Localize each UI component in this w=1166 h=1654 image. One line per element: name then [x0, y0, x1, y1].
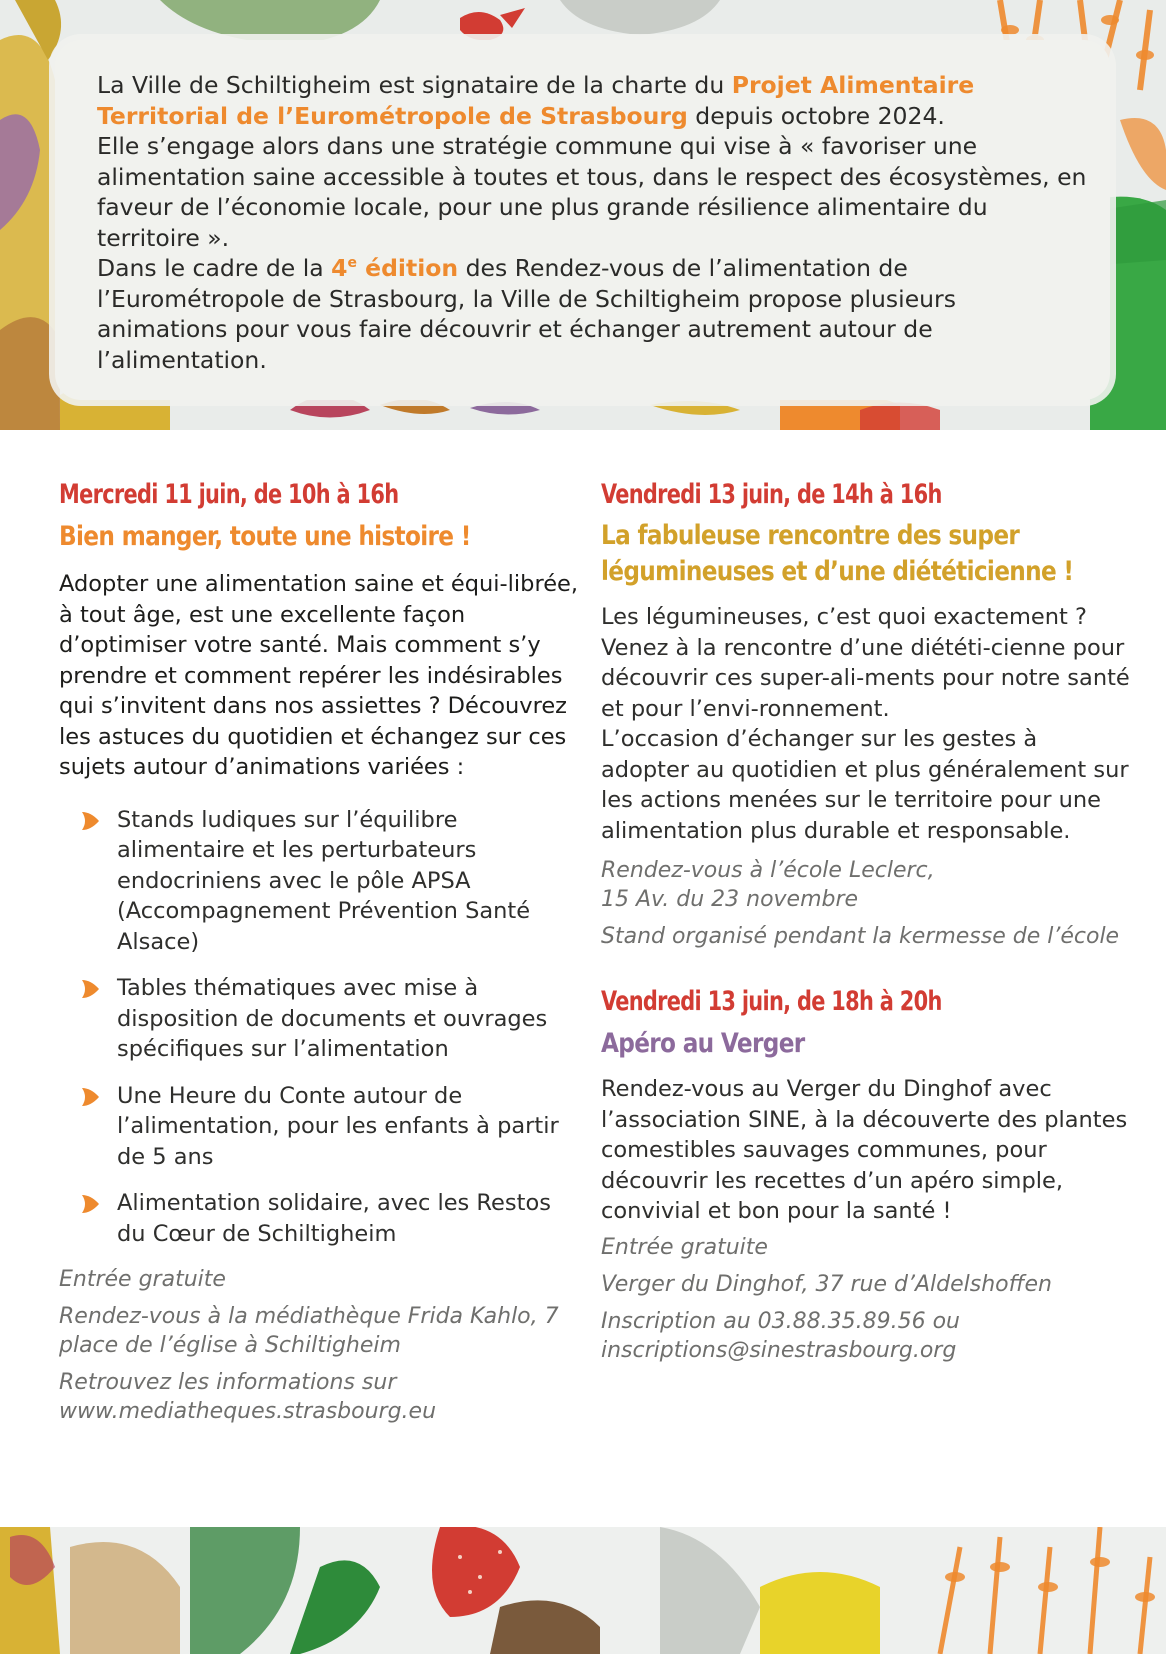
- location-info: Rendez-vous à l’école Leclerc, 15 Av. du 23 novembre: [601, 858, 935, 912]
- location-info: Verger du Dinghof, 37 rue d’Aldelshoffen: [601, 1271, 1052, 1297]
- entry-info: Entrée gratuite: [601, 1234, 768, 1260]
- registration-email[interactable]: inscriptions@sinestrasbourg.org: [601, 1337, 957, 1363]
- footer-illustration: [0, 1527, 1166, 1654]
- chevron-right-icon: [79, 1086, 101, 1108]
- event-date: Vendredi 13 juin, de 14h à 16h: [601, 479, 942, 510]
- event-left: [59, 478, 579, 1426]
- intro-paragraph-1: La Ville de Schiltigheim est signataire de la charte du Projet Alimentaire Territorial de l’Eurométropole de Strasbourg depuis octobre 2024.: [97, 71, 975, 130]
- list-item: Une Heure du Conte autour de l’alimentation, pour les enfants à partir de 5 ans: [59, 1081, 579, 1173]
- event-title: Bien manger, toute une histoire !: [59, 521, 471, 552]
- edition-highlight: 4e édition: [331, 254, 459, 282]
- event-description: Les légumineuses, c’est quoi exactement ? Venez à la rencontre d’une diététi-cienne pour découvrir ces super-ali-ments pour notre santé et pour l’envi-ronnement. L’occasion d’échanger sur les gestes à adopter au quotidien et plus généralement sur les actions menées sur le territoire pour une alimentation plus durable et responsable.: [601, 604, 1130, 844]
- list-item: Alimentation solidaire, avec les Restos du Cœur de Schiltigheim: [59, 1188, 579, 1249]
- event-description: Rendez-vous au Verger du Dinghof avec l’association SINE, à la découverte des plantes comestibles sauvages communes, pour découvrir les recettes d’un apéro simple, convivial et bon pour la santé !: [601, 1076, 1128, 1224]
- event-description: Adopter une alimentation saine et équi-librée, à tout âge, est une excellente façon d’optimiser votre santé. Mais comment s’y prendre et comment repérer les indésirables qui s’invitent dans nos assiettes ? Découvrez les astuces du quotidien et échangez sur ces sujets autour d’animations variées :: [59, 571, 579, 780]
- registration-info: Inscription au 03.88.35.89.56 ou inscriptions@sinestrasbourg.org: [601, 1308, 961, 1363]
- event-right-1: [601, 478, 1131, 1365]
- chevron-right-icon: [79, 810, 101, 832]
- intro-paragraph-2: Elle s’engage alors dans une stratégie commune qui vise à « favoriser une alimentation saine accessible à toutes et tous, dans le respect des écosystèmes, en faveur de l’économie locale, pour une plus grande résilience alimentaire du territoire ».: [97, 132, 1087, 252]
- chevron-right-icon: [79, 1193, 101, 1215]
- pat-highlight: Projet Alimentaire Territorial de l’Eurométropole de Strasbourg: [97, 71, 975, 130]
- list-item: Stands ludiques sur l’équilibre alimentaire et les perturbateurs endocriniens avec le pôle APSA (Accompagnement Prévention Santé Alsace): [59, 805, 579, 958]
- list-item: Tables thématiques avec mise à disposition de documents et ouvrages spécifiques sur l’alimentation: [59, 973, 579, 1065]
- bullet-list: [59, 805, 579, 1250]
- entry-info: Entrée gratuite: [59, 1267, 226, 1292]
- location-info: Rendez-vous à la médiathèque Frida Kahlo, 7 place de l’église à Schiltigheim: [59, 1304, 559, 1358]
- chevron-right-icon: [79, 978, 101, 1000]
- event-title: Apéro au Verger: [601, 1028, 805, 1059]
- event-date: Mercredi 11 juin, de 10h à 16h: [59, 479, 399, 510]
- event-date: Vendredi 13 juin, de 18h à 20h: [601, 986, 942, 1017]
- intro-paragraph-3: Dans le cadre de la 4e édition des Rendez-vous de l’alimentation de l’Eurométropole de Strasbourg, la Ville de Schiltigheim propose plusieurs animations pour vous faire découvrir et échanger autrement autour de l’alimentation.: [97, 254, 956, 374]
- event-note: Stand organisé pendant la kermesse de l’école: [601, 924, 1120, 949]
- event-right-2: [601, 985, 1131, 1365]
- intro-text: [97, 70, 1087, 375]
- event-title: La fabuleuse rencontre des super légumineuses et d’une diététicienne !: [601, 520, 1074, 587]
- more-info-link[interactable]: Retrouvez les informations sur www.mediatheques.strasbourg.eu: [59, 1370, 437, 1424]
